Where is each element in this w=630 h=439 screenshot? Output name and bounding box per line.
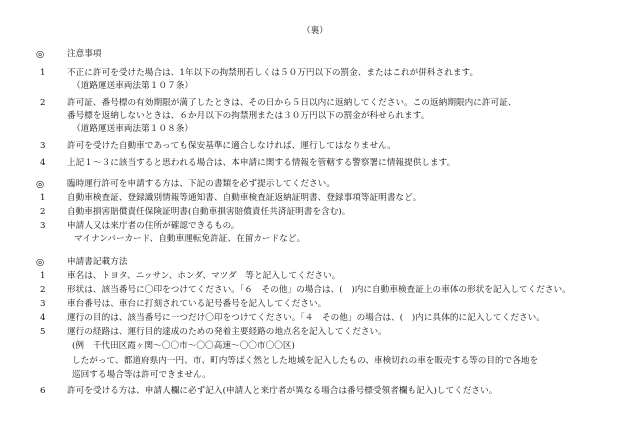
note-3-line-1: 許可を受けた自動車であっても保安基準に適合しなければ、運行してはなりません。 bbox=[67, 141, 396, 151]
instruction-5-line-3: したがって、都道府県内一円、市、町内等ばく然とした地域を記入したもの、車検切れの車を販売する等の目的で各地を bbox=[72, 356, 539, 366]
instruction-4-number: 4 bbox=[40, 313, 46, 323]
instruction-5-line-4: 巡回する場合等は許可できません。 bbox=[72, 370, 211, 380]
note-1-line-2: （道路運送車両法第１０７条） bbox=[72, 81, 194, 91]
note-1-line-1: 不正に許可を受けた場合は、1年以下の拘禁刑若しくは５０万円以下の罰金、またはこれが併科されます。 bbox=[67, 68, 479, 78]
note-4-number: 4 bbox=[40, 158, 46, 168]
documents-heading-mark: ◎ bbox=[36, 179, 45, 190]
note-1-number: 1 bbox=[40, 68, 46, 78]
document-3-line-2: マイナンバーカード、自動車運転免許証、在留カードなど。 bbox=[74, 234, 306, 244]
note-2-line-2: 番号標を返納しないときは、６か月以下の拘禁刑または３０万円以下の罰金が科せられます。 bbox=[67, 111, 430, 121]
note-2-line-3: （道路運送車両法第１０８条） bbox=[72, 124, 194, 134]
document-1-number: 1 bbox=[40, 193, 46, 203]
note-4-line-1: 上記１～３に該当すると思われる場合は、本申請に関する情報を管轄する警察署に情報提供します。 bbox=[67, 158, 456, 168]
notes-heading-mark: ◎ bbox=[36, 49, 45, 60]
note-2-line-1: 許可証、番号標の有効期限が満了したときは、その日から５日以内に返納してください。この返納期限内に許可証、 bbox=[67, 98, 517, 108]
instruction-5-line-1: 運行の経路は、運行目的達成のための発着主要経路の地点名を記入してください。 bbox=[67, 327, 387, 337]
instruction-2-number: 2 bbox=[40, 285, 46, 295]
notes-heading: 注意事項 bbox=[67, 49, 102, 59]
instruction-1-number: 1 bbox=[40, 271, 46, 281]
page-side-label: （裏） bbox=[302, 26, 328, 36]
instruction-6-number: 6 bbox=[40, 386, 46, 396]
document-3-line-1: 申請人又は来庁者の住所が確認できるもの。 bbox=[67, 221, 240, 231]
instruction-3-line-1: 車台番号は、車台に打刻されている記号番号を記入してください。 bbox=[67, 299, 327, 309]
instruction-3-number: 3 bbox=[40, 299, 46, 309]
instructions-heading-mark: ◎ bbox=[36, 257, 45, 268]
instruction-2-line-1: 形状は、該当番号に〇印をつけてください。「６ その他」の場合は、( )内に自動車検査証上の車体の形状を記入してください。 bbox=[67, 285, 571, 295]
instruction-5-line-2: (例 千代田区霞ヶ関～〇〇市～〇〇高速～〇〇市〇〇区) bbox=[72, 341, 295, 351]
document-2-number: 2 bbox=[40, 207, 46, 217]
document-3-number: 3 bbox=[40, 221, 46, 231]
document-2-line-1: 自動車損害賠償責任保険証明書(自動車損害賠償責任共済証明書を含む)。 bbox=[67, 207, 351, 217]
instruction-4-line-1: 運行の目的は、該当番号に一つだけ〇印をつけてください。「４ その他」の場合は、( )内に具体的に記入してください。 bbox=[67, 313, 545, 323]
instruction-1-line-1: 車名は、トヨタ、ニッサン、ホンダ、マツダ 等と記入してください。 bbox=[67, 271, 341, 281]
instruction-5-number: 5 bbox=[40, 327, 46, 337]
documents-heading: 臨時運行許可を申請する方は、下記の書類を必ず提示してください。 bbox=[67, 179, 335, 189]
instruction-6-line-1: 許可を受ける方は、申請人欄に必ず記入(申請人と来庁者が異なる場合は番号標受領者欄も記入)してください。 bbox=[67, 386, 498, 396]
instructions-heading: 申請書記載方法 bbox=[67, 257, 128, 267]
note-2-number: 2 bbox=[40, 98, 46, 108]
note-3-number: 3 bbox=[40, 141, 46, 151]
document-1-line-1: 自動車検査証、登録識別情報等通知書、自動車検査証返納証明書、登録事項等証明書など。 bbox=[67, 193, 422, 203]
